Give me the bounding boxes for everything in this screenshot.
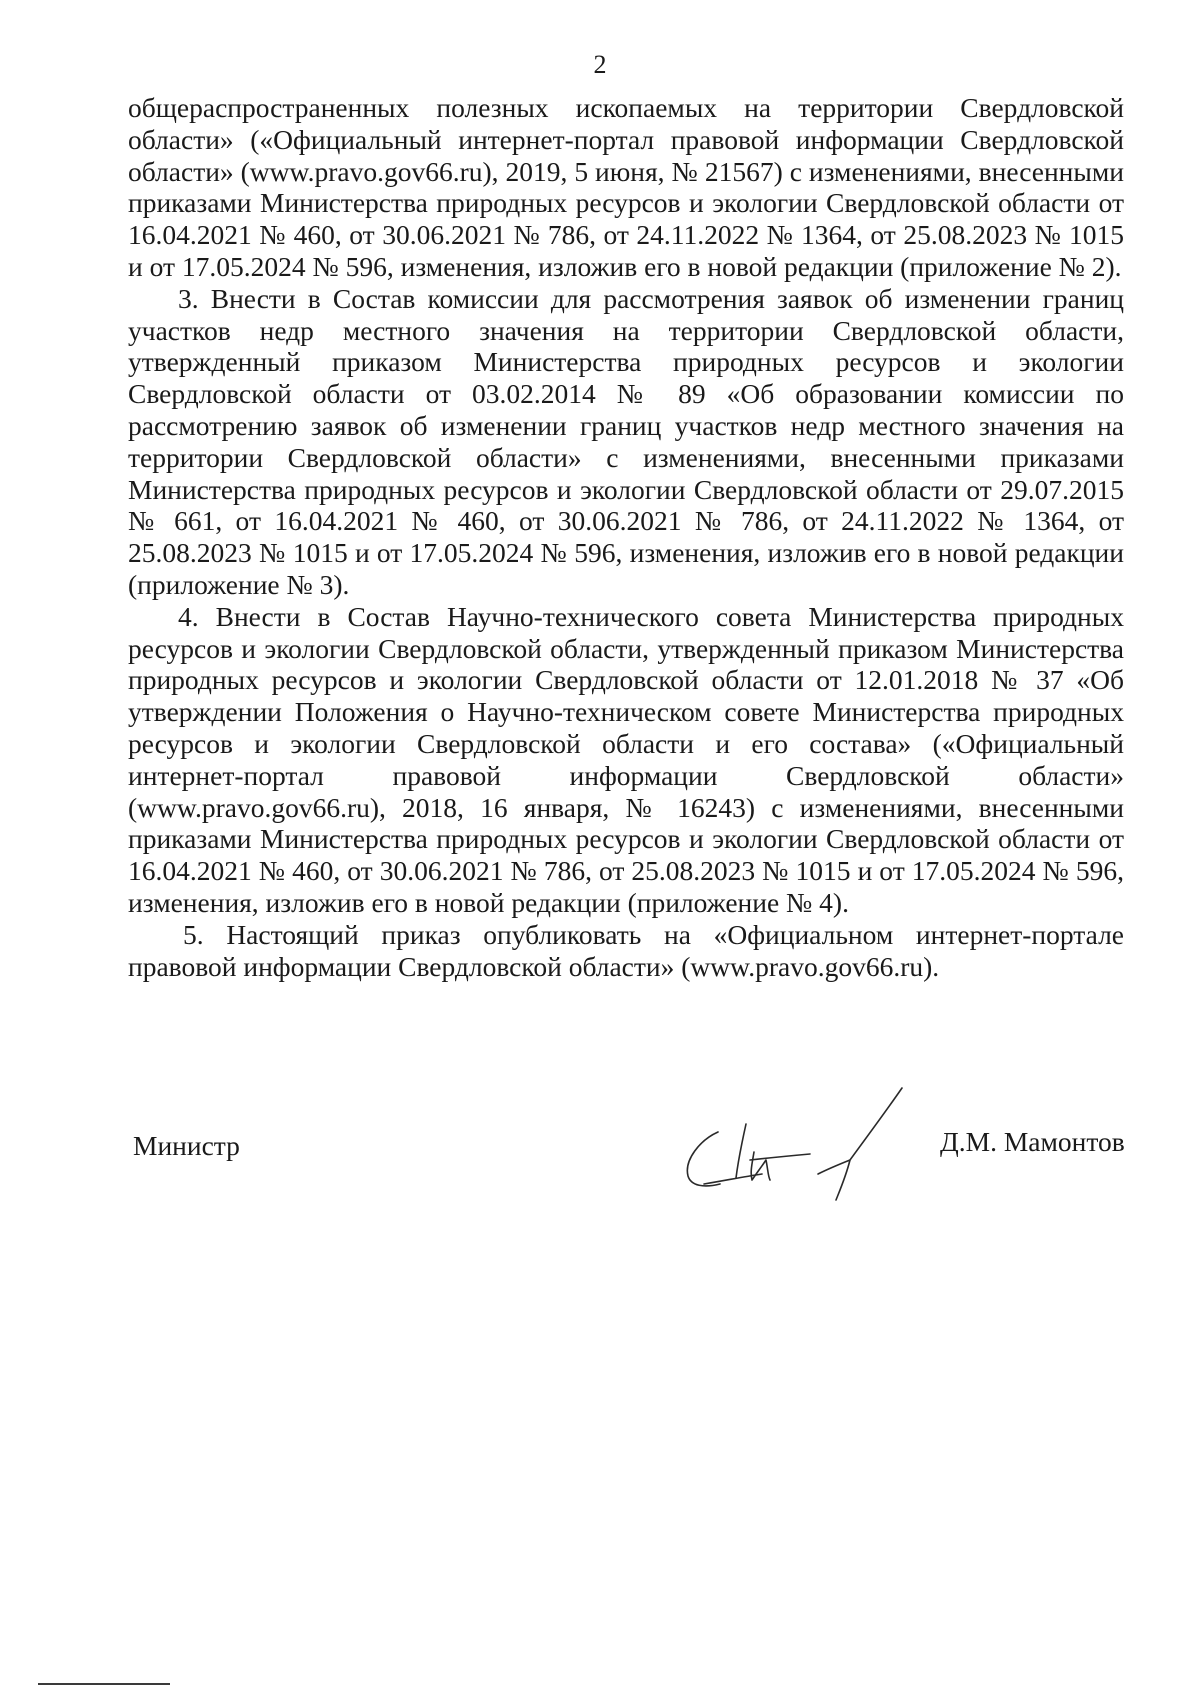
paragraph-item-4: 4. Внести в Состав Научно-технического совета Министерства природных ресурсов и экологии Свердловской области, утвержденный приказом Министерства природных ресурсов и экологии Свердловской области от 12.01.2018 № 37 «Об утверждении Положения о Научно-техническом совете Министерства природных ресурсов и экологии Свердловской области и его состава» («Официальный интернет-портал правовой информации Свердловской области» (www.pravo.gov66.ru), 2018, 16 января, № 16243) с изменениями, внесенными приказами Министерства природных ресурсов и экологии Свердловской области от 16.04.2021 № 460, от 30.06.2021 № 786, от 25.08.2023 № 1015 и от 17.05.2024 № 596, изменения, изложив его в новой редакции (приложение № 4). (128, 600, 1124, 918)
page-number: 2 (593, 50, 607, 79)
document-body (128, 92, 1124, 982)
paragraph-item-3: 3. Внести в Состав комиссии для рассмотрения заявок об изменении границ участков недр местного значения на территории Свердловской области, утвержденный приказом Министерства природных ресурсов и экологии Свердловской области от 03.02.2014 № 89 «Об образовании комиссии по рассмотрению заявок об изменении границ участков недр местного значения на территории Свердловской области» с изменениями, внесенными приказами Министерства природных ресурсов и экологии Свердловской области от 29.07.2015 № 661, от 16.04.2021 № 460, от 30.06.2021 № 786, от 24.11.2022 № 1364, от 25.08.2023 № 1015 и от 17.05.2024 № 596, изменения, изложив его в новой редакции (приложение № 3). (128, 282, 1124, 600)
handwritten-signature (670, 1080, 940, 1210)
paragraph-item-5: 5. Настоящий приказ опубликовать на «Официальном интернет-портале правовой информации Свердловской области» (www.pravo.gov66.ru). (128, 918, 1124, 982)
signatory-role: Министр (133, 1130, 240, 1161)
footer-divider (38, 1683, 170, 1685)
signatory-name: Д.М. Мамонтов (940, 1126, 1125, 1157)
paragraph-continuation: общераспространенных полезных ископаемых на территории Свердловской области» («Официальный интернет-портал правовой информации Свердловской области» (www.pravo.gov66.ru), 2019, 5 июня, № 21567) с изменениями, внесенными приказами Министерства природных ресурсов и экологии Свердловской области от 16.04.2021 № 460, от 30.06.2021 № 786, от 24.11.2022 № 1364, от 25.08.2023 № 1015 и от 17.05.2024 № 596, изменения, изложив его в новой редакции (приложение № 2). (128, 92, 1124, 282)
